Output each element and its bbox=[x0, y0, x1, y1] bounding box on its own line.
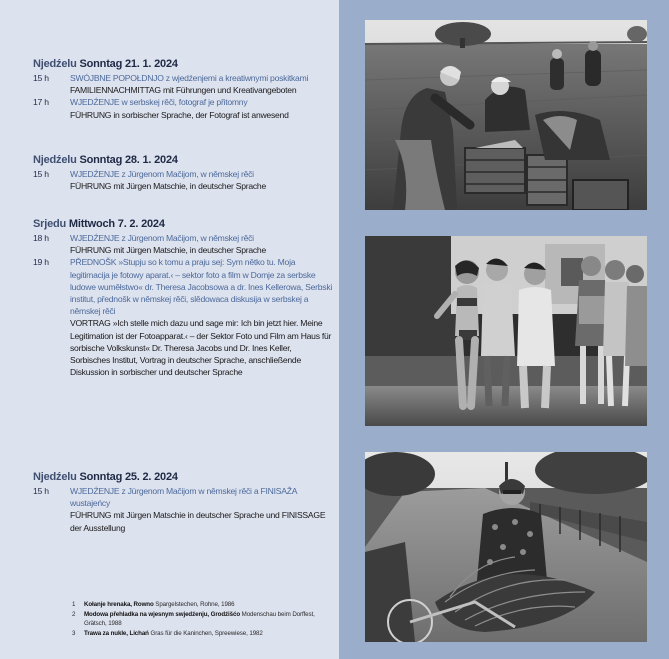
event-block bbox=[33, 154, 333, 192]
event-block bbox=[33, 471, 333, 534]
event-text-sorbian: PŘEDNOŠK »Stupju so k tomu a praju sej: Sym nětko tu. Moja legitimacija je fotowy aparat.‹ – sektor foto a film w Domje za serbske ludowe wuměłstwo« dr. Theresa Jacobsowa a dr. Ines Kellerowa, Serbski institut, přednošk w němskej rěči, slědowaca diskusija w serbskej a němskej rěči bbox=[70, 257, 333, 317]
event-time: 17 h bbox=[33, 97, 49, 108]
date-sorbian: Njedźelu bbox=[33, 58, 77, 70]
photo-asparagus-harvest bbox=[365, 20, 647, 210]
date-german: Sonntag 28. 1. 2024 bbox=[79, 154, 178, 166]
date-sorbian: Njedźelu bbox=[33, 154, 77, 166]
event-text-german: FAMILIENNACHMITTAG mit Führungen und Kreativangeboten bbox=[70, 85, 297, 96]
event-time: 15 h bbox=[33, 486, 49, 496]
caption-number: 2 bbox=[72, 610, 76, 618]
event-text-sorbian: WJEDŹENJE w serbskej rěči, fotograf je přitomny bbox=[70, 97, 248, 108]
event-time: 19 h bbox=[33, 257, 49, 268]
caption-title: Modowa přehladka na wjesnym swjedźenju, Grodźišćo bbox=[84, 610, 241, 618]
photo-grass-rabbits bbox=[365, 452, 647, 642]
event-item bbox=[33, 485, 333, 534]
photo-captions bbox=[72, 600, 332, 638]
event-item bbox=[33, 72, 333, 96]
event-text-sorbian: WJEDŹENJE z Jürgenom Mačijom w němskej rěči a FINISAŽA wustajeńcy bbox=[70, 486, 297, 509]
date-sorbian: Srjedu bbox=[33, 218, 67, 230]
event-block bbox=[33, 58, 333, 121]
caption-text: Modenschau beim Dorffest, Grätsch, 1988 bbox=[84, 610, 315, 628]
event-date bbox=[33, 58, 333, 70]
event-item bbox=[33, 168, 333, 192]
caption-item bbox=[72, 600, 332, 610]
event-time: 15 h bbox=[33, 73, 49, 83]
event-text-german: FÜHRUNG in sorbischer Sprache, der Fotograf ist anwesend bbox=[70, 109, 289, 120]
caption-title: Trawa za nukle, Lichań bbox=[84, 629, 149, 637]
event-time: 18 h bbox=[33, 233, 49, 243]
event-item bbox=[33, 232, 333, 256]
event-text-german: FÜHRUNG mit Jürgen Matschie in deutscher Sprache und FINISSAGE der Ausstellung bbox=[70, 510, 326, 533]
caption-number: 3 bbox=[72, 629, 76, 637]
event-item bbox=[33, 96, 333, 120]
event-text-sorbian: WJEDŹENJE z Jürgenom Mačijom, w němskej rěči bbox=[70, 169, 254, 179]
caption-text: Gras für die Kaninchen, Spreewiese, 1982 bbox=[148, 629, 263, 637]
date-german: Sonntag 25. 2. 2024 bbox=[79, 471, 178, 483]
event-block bbox=[33, 218, 333, 378]
caption-text: Spargelstechen, Rohne, 1986 bbox=[153, 601, 235, 608]
date-german: Mittwoch 7. 2. 2024 bbox=[68, 218, 165, 230]
event-date bbox=[33, 154, 333, 166]
event-text-german: FÜHRUNG mit Jürgen Matschie, in deutscher Sprache bbox=[70, 245, 266, 256]
event-date bbox=[33, 471, 333, 483]
event-date bbox=[33, 218, 333, 230]
caption-item bbox=[72, 610, 332, 629]
event-text-sorbian: WJEDŹENJE z Jürgenom Mačijom, w němskej rěči bbox=[70, 233, 254, 243]
event-time: 15 h bbox=[33, 169, 49, 179]
event-text-sorbian: SWÓJBNE POPOŁDNJO z wjedźenjemi a kreatiwnymi poskitkami bbox=[70, 73, 309, 83]
caption-item bbox=[72, 629, 332, 639]
date-sorbian: Njedźelu bbox=[33, 471, 77, 483]
date-german: Sonntag 21. 1. 2024 bbox=[79, 58, 178, 70]
photo-fashion-show bbox=[365, 236, 647, 426]
event-text-german: VORTRAG »Ich stelle mich dazu und sage mir: Ich bin jetzt hier. Meine Legitimation ist der Fotoapparat.‹ – der Sektor Foto und Film am Haus für sorbische Volkskunst« Dr. Theresa Jacobs und Dr. Ines Keller, Sorbisches Institut, Vortrag in deutscher Sprache, anschließende Diskussion in sorbischer und deutscher Sprache bbox=[70, 318, 332, 378]
event-item bbox=[33, 256, 333, 378]
event-text-german: FÜHRUNG mit Jürgen Matschie, in deutscher Sprache bbox=[70, 181, 266, 192]
caption-title: Kołanje hrenaka, Rowno bbox=[84, 601, 154, 608]
caption-number: 1 bbox=[72, 601, 76, 608]
